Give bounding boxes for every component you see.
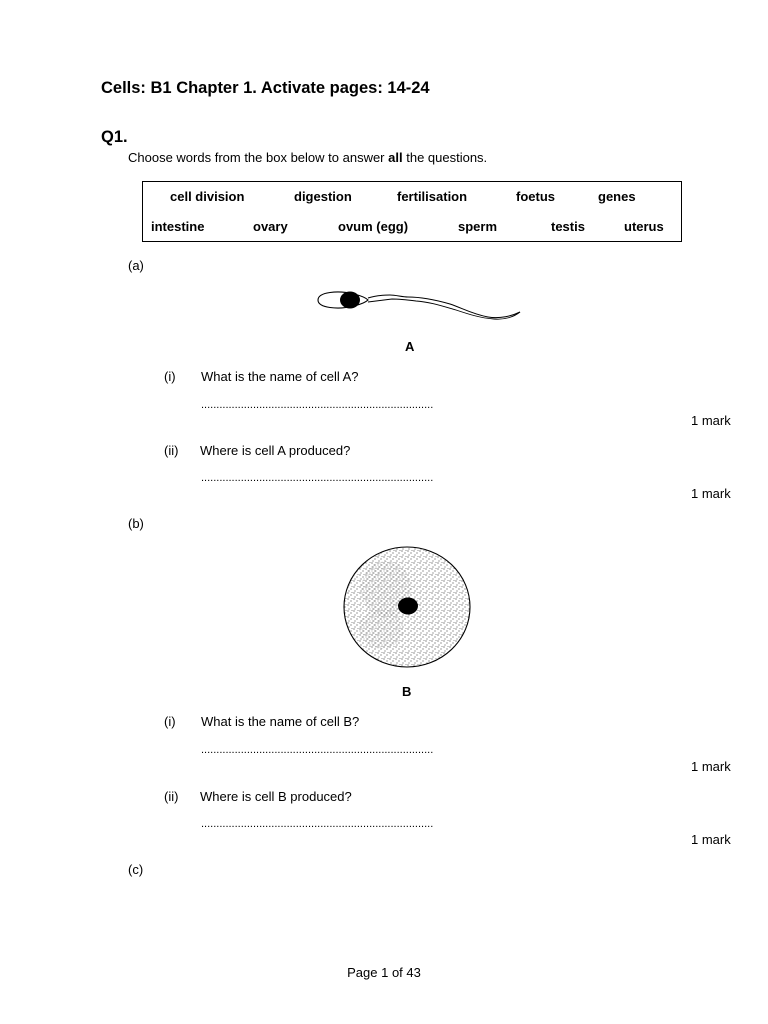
egg-cell-icon [341,544,475,670]
word-box-item: genes [598,189,636,204]
word-box-item: ovary [253,219,288,234]
instruction-text-bold: all [388,150,403,165]
word-box [142,181,682,242]
sperm-cell-icon [310,284,525,324]
answer-line[interactable]: ............................................................................ [201,472,434,484]
figure-b-label: B [402,684,412,699]
item-number: (ii) [164,443,179,458]
mark-label: 1 mark [691,486,731,501]
page-number: Page 1 of 43 [347,965,421,980]
word-box-item: sperm [458,219,498,234]
word-box-item: digestion [294,189,352,204]
question-text: Where is cell A produced? [200,443,351,458]
figure-a-label: A [405,339,415,354]
question-text: Where is cell B produced? [200,789,352,804]
item-number: (i) [164,714,176,729]
answer-line[interactable]: ............................................................................ [201,399,434,411]
word-box-item: uterus [624,219,664,234]
question-text: What is the name of cell A? [201,369,359,384]
word-box-item: ovum (egg) [338,219,409,234]
mark-label: 1 mark [691,413,731,428]
page-title: Cells: B1 Chapter 1. Activate pages: 14-24 [101,79,430,97]
word-box-item: foetus [516,189,555,204]
question-text: What is the name of cell B? [201,714,360,729]
question-instruction [128,150,487,165]
part-c-label: (c) [128,862,144,877]
question-number: Q1. [101,128,128,146]
instruction-text-start: Choose words from the box below to answer [128,150,389,165]
mark-label: 1 mark [691,832,731,847]
mark-label: 1 mark [691,759,731,774]
answer-line[interactable]: ............................................................................ [201,818,434,830]
part-b-label: (b) [128,516,144,531]
part-a-label: (a) [128,258,144,273]
word-box-item: testis [551,219,585,234]
instruction-text-end: the questions. [402,150,488,165]
item-number: (ii) [164,789,179,804]
answer-line[interactable]: ............................................................................ [201,744,434,756]
word-box-item: intestine [151,219,205,234]
word-box-item: fertilisation [397,189,468,204]
item-number: (i) [164,369,176,384]
word-box-item: cell division [170,189,245,204]
